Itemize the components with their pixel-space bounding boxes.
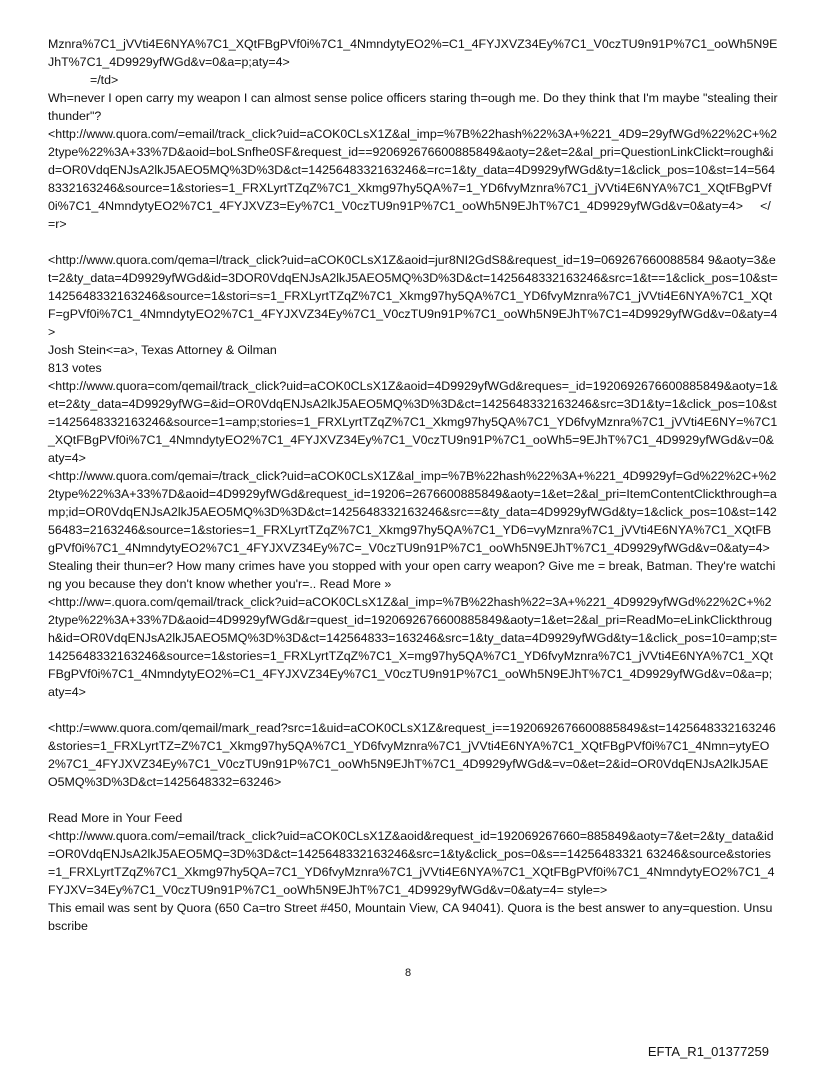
blank-line <box>48 233 778 251</box>
blank-line <box>48 791 778 809</box>
answer-excerpt: Stealing their thun=er? How many crimes have you stopped with your open carry weapon? Give me = break, Batman. They're watching you because they don't know whether you'r=.. Read More » <box>48 559 776 591</box>
text-line-3: Wh=never I open carry my weapon I can almost sense police officers staring th=ough me. Do they think that I'm maybe "stealing their thunder"? <box>48 91 782 123</box>
read-more-feed-label: Read More in Your Feed <box>48 811 183 825</box>
text-line-1: Mznra%7C1_jVVti4E6NYA%7C1_XQtFBgPVf0i%7C1_4NmndytyEO2%=C1_4FYJXVZ34Ey%7C1_V0czTU9n91P%7C1_ooWh5N9EJhT%7C1_4D9929yfWGd&v=0&a=p;aty=4> <box>48 37 778 69</box>
tracking-link-3[interactable]: <http://www.quora=com/qemail/track_click?uid=aCOK0CLsX1Z&aoid=4D9929yfWGd&reques=_id=1920692676600885849&aoty=1&et=2&ty_data=4D9929yfWG=&id=OR0VdqENJsA2lkJ5AEO5MQ%3D%3D&ct=1425648332163246&src=3D1&ty=1&click_pos=10&st=1425648332163246&source=1=amp;stories=1_FRXLyrtTZqZ%7C1_Xkmg97hy5QA%7C1_YD6fvyMznra%7C1_jVVti4E6NY=%7C1_XQtFBgPVf0i%7C1_4NmndytyEO2%7C1_4FYJXVZ34Ey%7C1_V0czTU9n91P%7C1_ooWh5=9EJhT%7C1_4D9929yfWGd&v=0&aty=4> <box>48 379 778 465</box>
feed-link[interactable]: <http://www.quora.com/=email/track_click?uid=aCOK0CLsX1Z&aoid&request_id=192069267660=885849&aoty=7&et=2&ty_data&id=OR0VdqENJsA2lkJ5AEO5MQ=3D%3D&ct=1425648332163246&src=1&ty&click_pos=0&s==14256483321 63246&source&stories=1_FRXLyrtTZqZ%7C1_Xkmg97hy5QA=7C1_YD6fvyMznra%7C1_jVVti4E6NYA%7C1_XQtFBgPVf0i%7C1_4NmndytyEO2%7C1_4FYJXV=34Ey%7C1_V0czTU9n91P%7C1_ooWh5N9EJhT%7C1_4D9929yfWGd&v=0&aty=4= style=> <box>48 829 775 897</box>
author-line: Josh Stein<=a>, Texas Attorney & Oilman <box>48 343 277 357</box>
tracking-link-4[interactable]: <http://www.quora.com/qemai=/track_click?uid=aCOK0CLsX1Z&al_imp=%7B%22hash%22%3A+%221_4D9929yf=Gd%22%2C+%22type%22%3A+33%7D&aoid=4D9929yfWGd&request_id=19206=2676600885849&aoty=1&et=2&al_pri=ItemContentClickthrough=amp;id=OR0VdqENJsA2lkJ5AEO5MQ%3D%3D&ct=1425648332163246&src==&ty_data=4D9929yfWGd&ty=1&click_pos=10&st=14256483=2163246&source=1&stories=1_FRXLyrtTZqZ%7C1_Xkmg97hy5QA%7C1_YD6=vyMznra%7C1_jVVti4E6NYA%7C1_XQtFBgPVf0i%7C1_4NmndytyEO2%7C1_4FYJXVZ34Ey%7C=_V0czTU9n91P%7C1_ooWh5N9EJhT%7C1_4D9929yfWGd&v=0&aty=4> <box>48 469 777 555</box>
read-more-link[interactable]: <http://ww=.quora.com/qemail/track_click?uid=aCOK0CLsX1Z&al_imp=%7B%22hash%22=3A+%221_4D9929yfWGd%22%2C+%22type%22%3A+33%7D&aoid=4D9929yfWGd&r=quest_id=1920692676600885849&aoty=1&et=2&al_pri=ReadMo=eLinkClickthrough&id=OR0VdqENJsA2lkJ5AEO5MQ%3D%3D&ct=142564833=163246&src=1&ty_data=4D9929yfWGd&ty=1&click_pos=10=amp;st=1425648332163246&source=1&stories=1_FRXLyrtTZqZ%7C1_X=mg97hy5QA%7C1_YD6fvyMznra%7C1_jVVti4E6NYA%7C1_XQtFBgPVf0i%7C1_4NmndytyEO2%=C1_4FYJXVZ34Ey%7C1_V0czTU9n91P%7C1_ooWh5N9EJhT%7C1_4D9929yfWGd&v=0&a=p;aty=4> <box>48 595 778 699</box>
mark-read-link[interactable]: <http:/=www.quora.com/qemail/mark_read?src=1&uid=aCOK0CLsX1Z&request_i==1920692676600885849&st=1425648332163246&stories=1_FRXLyrtTZ=Z%7C1_Xkmg97hy5QA%7C1_YD6fvyMznra%7C1_jVVti4E6NYA%7C1_XQtFBgPVf0i%7C1_4Nmn=ytyEO2%7C1_4FYJXVZ34Ey%7C1_V0czTU9n91P%7C1_ooWh5N9EJhT%7C1_4D9929yfWGd&=v=0&et=2&id=OR0VdqENJsA2lkJ5AEO5MQ%3D%3D&ct=1425648332=63246> <box>48 721 776 789</box>
tracking-link-1[interactable]: <http://www.quora.com/=email/track_click?uid=aCOK0CLsX1Z&al_imp=%7B%22hash%22%3A+%221_4D9=29yfWGd%22%2C+%22type%22%3A+33%7D&aoid=boLSnfhe0SF&request_id==920692676600885849&aoty=2&et=2&al_pri=QuestionLinkClickt=rough&id=OR0VdqENJsA2lkJ5AEO5MQ%3D%3D&ct=1425648332163246&=rc=1&ty_data=4D9929yfWGd&ty=1&click_pos=10&st=14=5648332163246&source=1&stories=1_FRXLyrtTZqZ%7C1_Xkmg97hy5QA%7=1_YD6fvyMznra%7C1_jVVti4E6NYA%7C1_XQtFBgPVf0i%7C1_4NmndytyEO2%7C1_4FYJXVZ3=Ey%7C1_V0czTU9n91P%7C1_ooWh5N9EJhT%7C1_4D9929yfWGd&v=0&aty=4> </=r> <box>48 127 778 231</box>
blank-line <box>48 701 778 719</box>
page-number: 8 <box>404 967 412 979</box>
text-line-2: =/td> <box>90 73 119 87</box>
footer-text: This email was sent by Quora (650 Ca=tro Street #450, Mountain View, CA 94041). Quora is the best answer to any=question. Unsubscribe <box>48 901 773 933</box>
votes-count: 813 votes <box>48 361 102 375</box>
email-body <box>48 35 782 935</box>
tracking-link-2[interactable]: <http://www.quora.com/qema=l/track_click?uid=aCOK0CLsX1Z&aoid=jur8NI2GdS8&request_id=19=069267660088584 9&aoty=3&et=2&ty_data=4D9929yfWGd&id=3DOR0VdqENJsA2lkJ5AEO5MQ%3D%3D&ct=1425648332163246&src=1&t==1&click_pos=10&st=1425648332163246&source=1&stori=s=1_FRXLyrtTZqZ%7C1_Xkmg97hy5QA%7C1_YD6fvyMznra%7C1_jVVti4E6NYA%7C1_XQtF=gPVf0i%7C1_4NmndytyEO2%7C1_4FYJXVZ34Ey%7C1_V0czTU9n91P%7C1_ooWh5N9EJhT%7C1=4D9929yfWGd&v=0&aty=4> <box>48 253 778 339</box>
document-id: EFTA_R1_01377259 <box>647 1044 769 1059</box>
